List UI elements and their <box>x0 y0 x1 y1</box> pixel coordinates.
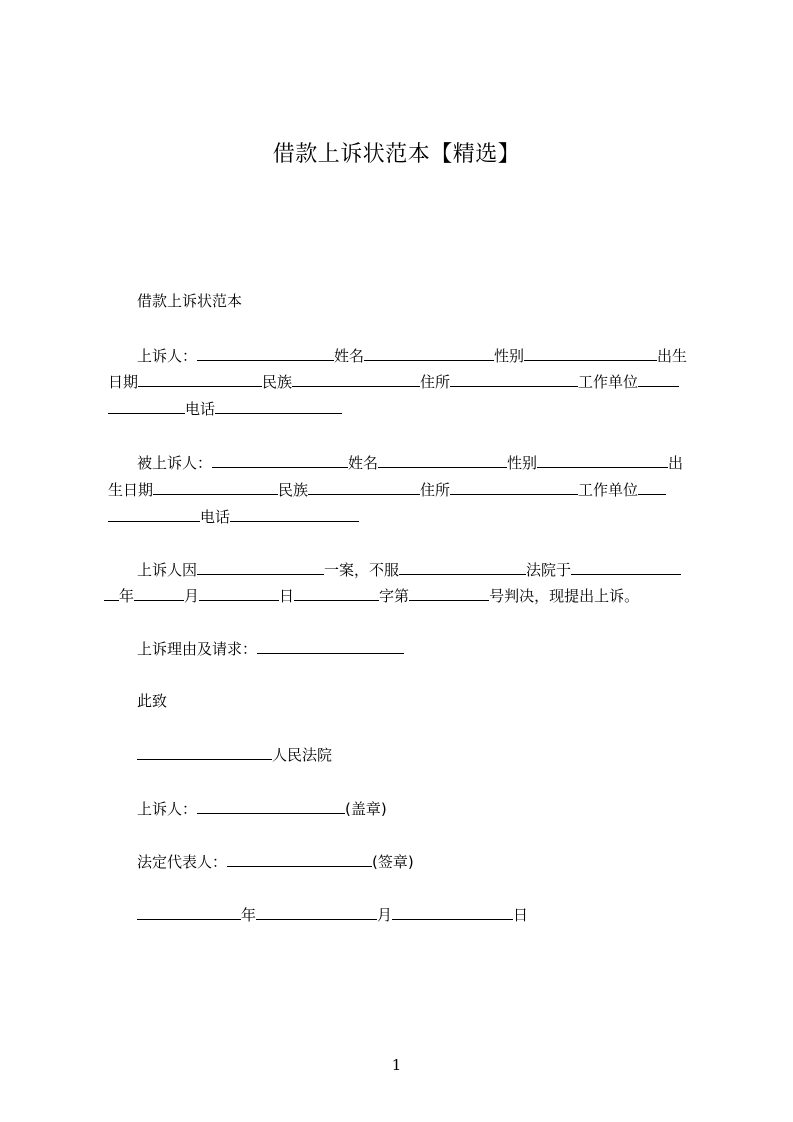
gender-blank <box>537 452 668 468</box>
reasons-line <box>137 638 404 659</box>
court-line <box>137 744 332 765</box>
seal-label: (盖章) <box>345 800 387 818</box>
phone-label: 电话 <box>185 400 216 418</box>
birth-label-a: 出生 <box>657 347 688 365</box>
month-label: 月 <box>184 587 200 605</box>
year-label: 年 <box>119 587 135 605</box>
residence-blank <box>450 479 578 495</box>
name-label: 姓名 <box>334 347 365 365</box>
name-blank <box>378 452 507 468</box>
day-blank <box>199 585 279 601</box>
workplace-blank-cont <box>108 398 185 414</box>
workplace-label: 工作单位 <box>578 373 639 391</box>
name-label: 姓名 <box>348 454 379 472</box>
appellant-signature-line <box>137 798 387 819</box>
case-line-1 <box>137 559 681 580</box>
sign-label: (签章) <box>372 853 414 871</box>
date-line <box>137 904 528 925</box>
respondent-line-2 <box>108 479 666 500</box>
respondent-line-3 <box>108 506 359 527</box>
birth-label-b: 生日期 <box>108 481 154 499</box>
residence-label: 住所 <box>420 481 451 499</box>
phone-label: 电话 <box>200 508 231 526</box>
name-blank <box>364 345 494 361</box>
court-name-blank <box>137 744 272 760</box>
appellant-sign-blank <box>197 798 345 814</box>
appellant-line-3 <box>108 398 342 419</box>
appellant-line-2 <box>108 371 679 392</box>
case-refuse-label: 一案，不服 <box>324 561 400 579</box>
year-blank <box>571 559 681 575</box>
document-title: 借款上诉状范本【精选】 <box>272 142 521 167</box>
document-subtitle: 借款上诉状范本 <box>137 292 243 310</box>
legal-rep-label: 法定代表人： <box>137 853 228 871</box>
case-line-2 <box>104 585 639 606</box>
gender-label: 性别 <box>507 454 538 472</box>
char-blank <box>294 585 379 601</box>
court-label: 人民法院 <box>272 746 333 764</box>
gender-label: 性别 <box>494 347 525 365</box>
legal-rep-blank <box>227 851 372 867</box>
month-blank <box>134 585 184 601</box>
year-blank-cont <box>104 585 119 601</box>
gender-blank <box>524 345 657 361</box>
ethnicity-label: 民族 <box>262 373 293 391</box>
because-label: 上诉人因 <box>137 561 198 579</box>
ethnicity-blank <box>308 479 420 495</box>
birth-blank <box>138 371 262 387</box>
ethnicity-label: 民族 <box>278 481 309 499</box>
char-no-label: 字第 <box>379 587 410 605</box>
appellant-line-1 <box>137 345 687 366</box>
day-label: 日 <box>279 587 295 605</box>
date-month-label: 月 <box>377 906 393 924</box>
court-blank <box>399 559 526 575</box>
respondent-line-1 <box>137 452 683 473</box>
phone-blank <box>230 506 359 522</box>
phone-blank <box>215 398 342 414</box>
respondent-label: 被上诉人： <box>137 454 213 472</box>
appellant-label: 上诉人： <box>137 347 198 365</box>
birth-blank <box>153 479 278 495</box>
number-blank <box>409 585 489 601</box>
appellant-blank <box>197 345 334 361</box>
reasons-blank <box>257 638 404 654</box>
date-day-label: 日 <box>513 906 529 924</box>
date-year-label: 年 <box>241 906 257 924</box>
workplace-label: 工作单位 <box>578 481 639 499</box>
reasons-label: 上诉理由及请求： <box>137 640 258 658</box>
salutation: 此致 <box>137 692 168 710</box>
workplace-blank <box>638 371 679 387</box>
respondent-blank <box>212 452 348 468</box>
court-on-label: 法院于 <box>526 561 572 579</box>
appellant-sign-label: 上诉人： <box>137 800 198 818</box>
date-day-blank <box>392 904 513 920</box>
birth-label-a: 出 <box>668 454 684 472</box>
page-number: 1 <box>391 1056 402 1074</box>
ethnicity-blank <box>292 371 420 387</box>
judgment-label: 号判决，现提出上诉。 <box>489 587 640 605</box>
birth-label-b: 日期 <box>108 373 139 391</box>
date-year-blank <box>137 904 241 920</box>
residence-label: 住所 <box>420 373 451 391</box>
workplace-blank-cont <box>108 506 200 522</box>
residence-blank <box>450 371 578 387</box>
date-month-blank <box>256 904 377 920</box>
legal-rep-line <box>137 851 414 872</box>
case-blank <box>197 559 324 575</box>
workplace-blank <box>638 479 666 495</box>
